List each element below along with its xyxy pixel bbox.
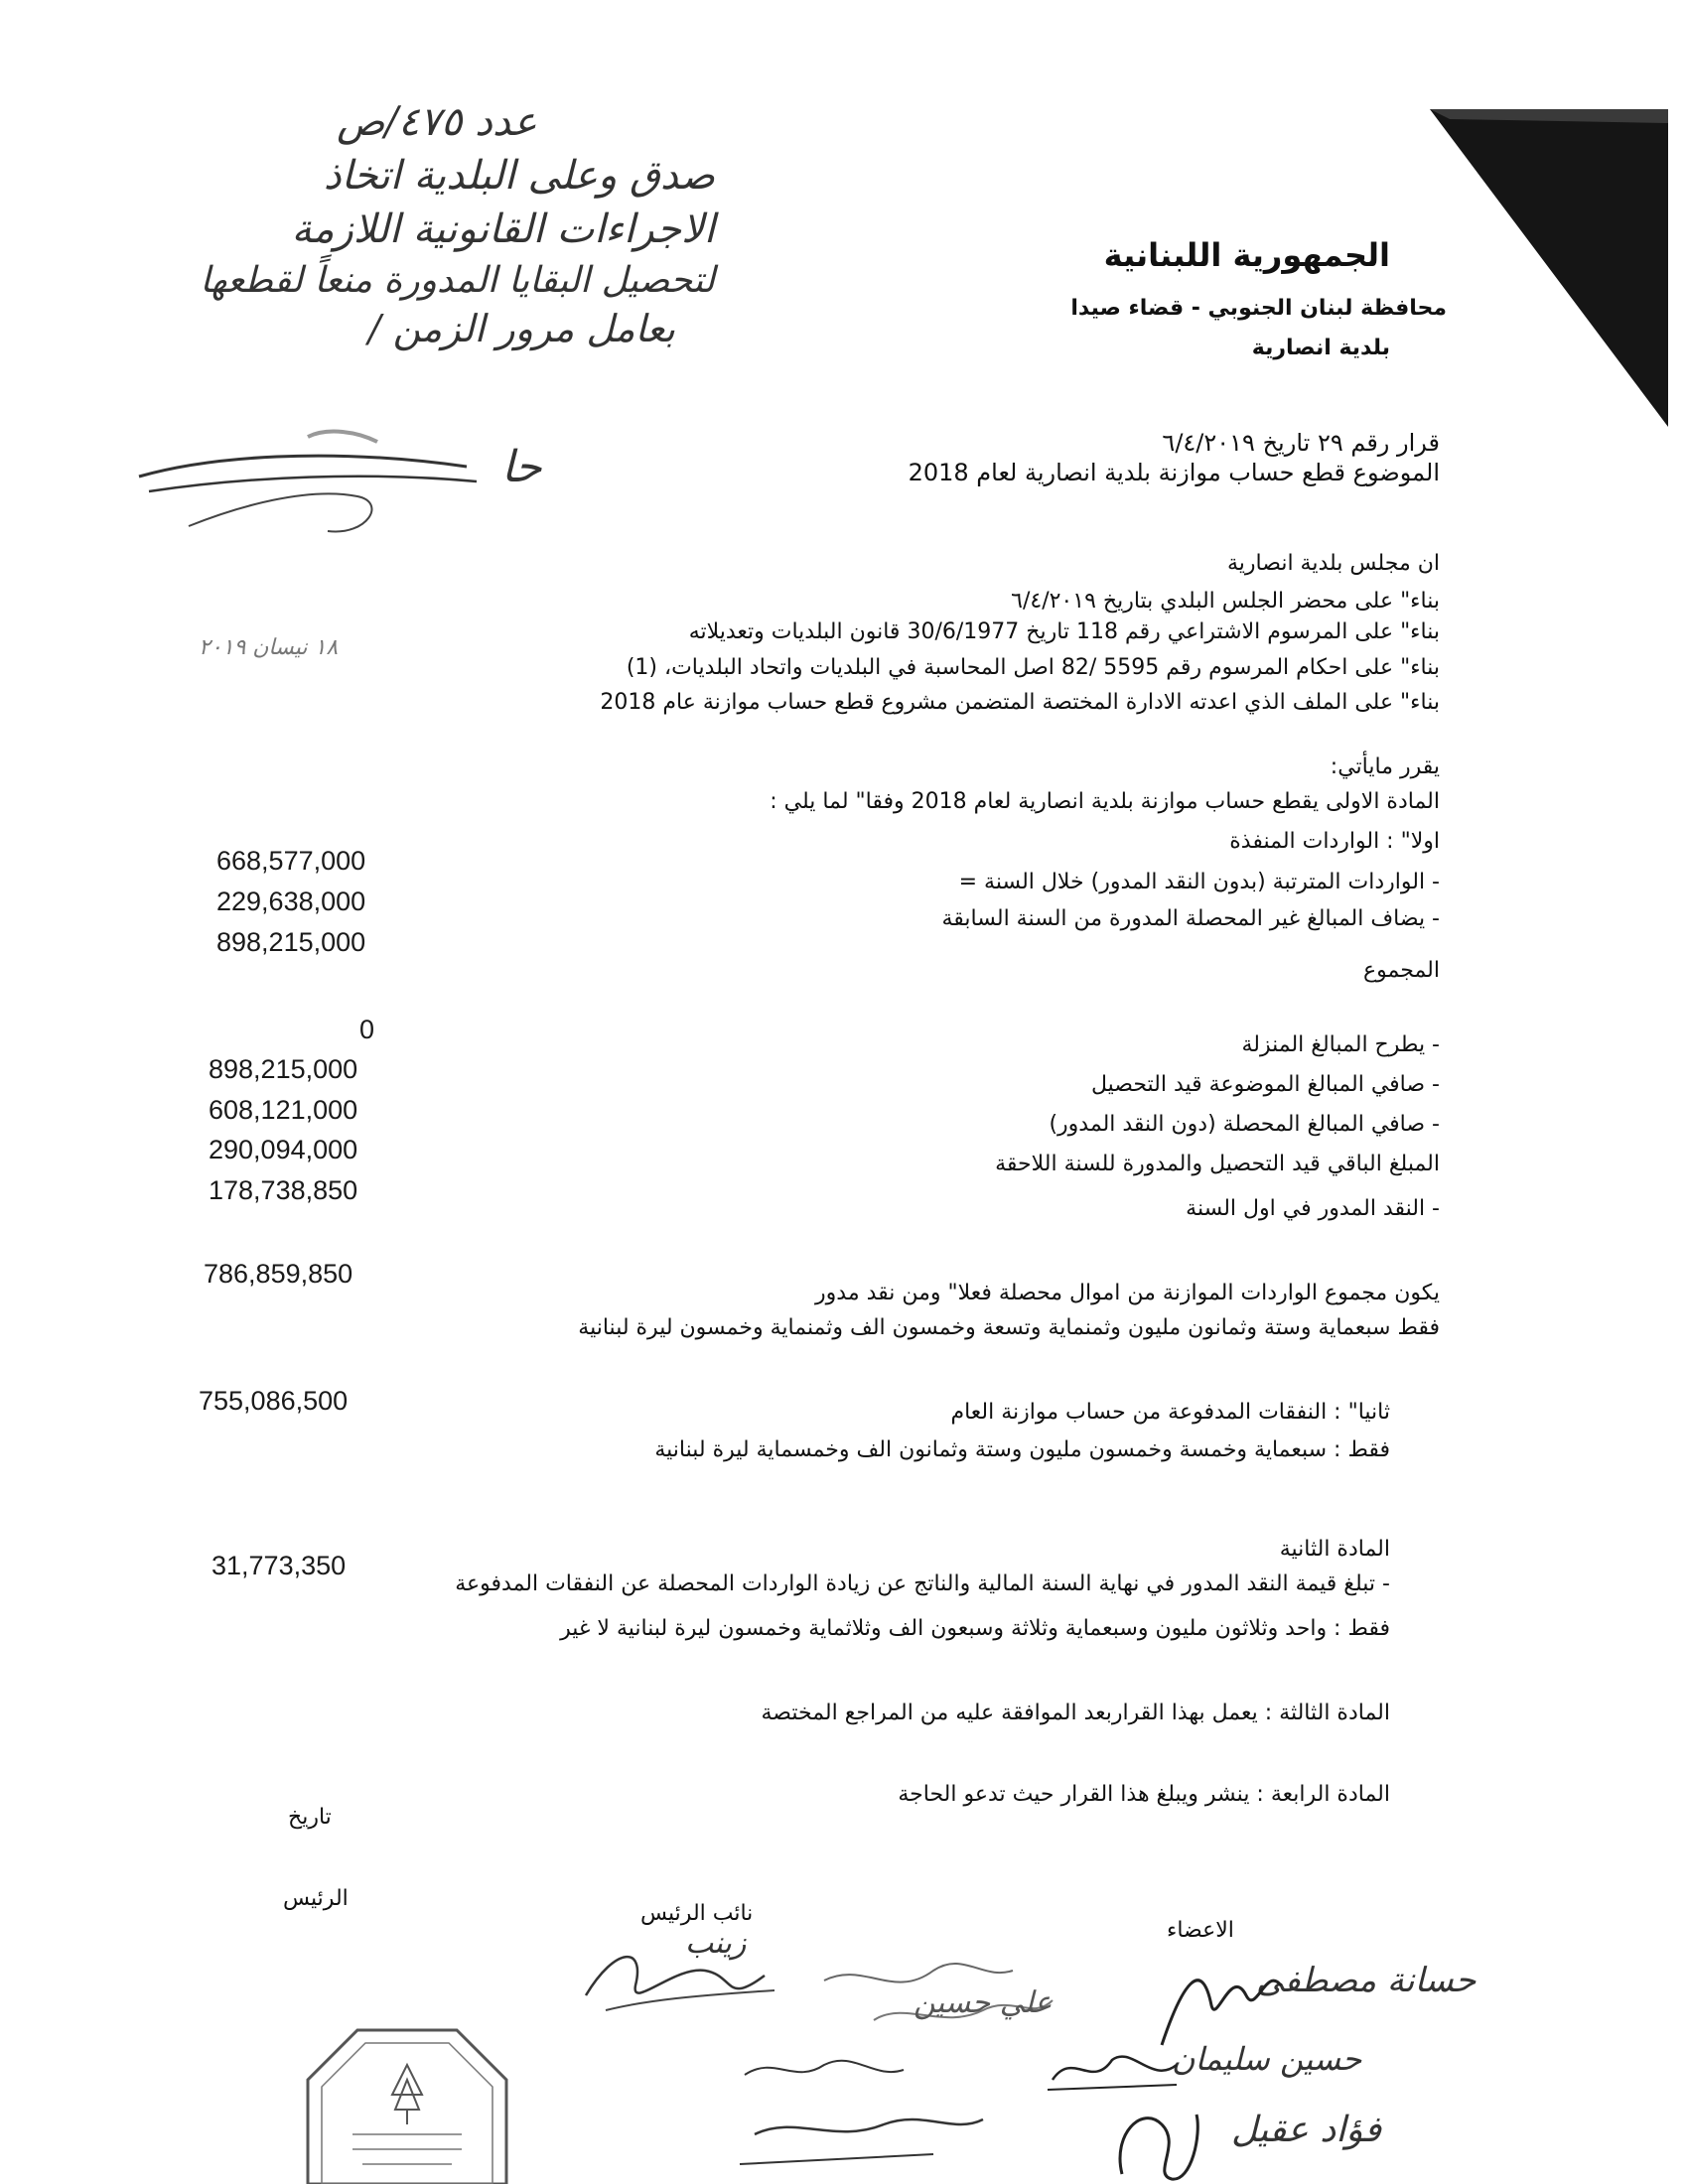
- article1-total-words: فقط سبعماية وستة وثمانون مليون وثمنماية وتسعة وخمسون الف وثمنماية وخمسون ليرة لبنانية: [578, 1315, 1440, 1340]
- member3-signature: [1102, 2095, 1211, 2184]
- member1-signature: [1152, 1946, 1291, 2055]
- article2-line-2: فقط : واحد وثلاثون مليون وسبعماية وثلاثة وسبعون الف وثلاثماية وخمسون ليرة لبنانية لا غير: [560, 1616, 1390, 1641]
- preamble-decides: يقرر مايأتي:: [1330, 754, 1440, 779]
- article1-line-b: - يضاف المبالغ غير المحصلة المدورة من السنة السابقة: [941, 906, 1440, 931]
- amount-carried-uncollected: 229,638,000: [216, 887, 366, 916]
- governorate-heading: محافظة لبنان الجنوبي - قضاء صيدا: [1070, 296, 1447, 321]
- amount-net-for-collection: 898,215,000: [209, 1054, 358, 1084]
- article4-text: المادة الرابعة : ينشر ويبلغ هذا القرار حيث تدعو الحاجة: [898, 1782, 1390, 1807]
- member2-signature-name: حسين سليمان: [1172, 2040, 1362, 2078]
- decision-number: قرار رقم ٢٩ تاريخ ٦/٤/٢٠١٩: [1162, 429, 1440, 457]
- article1-line-d: - صافي المبالغ الموضوعة قيد التحصيل: [1090, 1072, 1440, 1097]
- municipality-seal: [298, 2025, 516, 2184]
- article1-line-g: - النقد المدور في اول السنة: [1186, 1196, 1440, 1221]
- handwritten-note: [79, 99, 715, 350]
- note-line-2: صدق وعلى البلدية اتخاذ: [323, 153, 715, 199]
- lower-left-signatures: [735, 2045, 993, 2184]
- amount-total: 898,215,000: [216, 927, 366, 957]
- article1-section2-title: ثانيا" : النفقات المدفوعة من حساب موازنة العام: [950, 1400, 1390, 1425]
- article1-line-f: المبلغ الباقي قيد التحصيل والمدورة للسنة اللاحقة: [995, 1152, 1440, 1176]
- article1-section2-words: فقط : سبعماية وخمسة وخمسون مليون وستة وثمانون الف وخمسماية ليرة لبنانية: [654, 1437, 1390, 1462]
- article1-total-text: يكون مجموع الواردات الموازنة من اموال محصلة فعلا" ومن نقد مدور: [815, 1281, 1440, 1305]
- amount-closing-cash: 31,773,350: [211, 1551, 347, 1580]
- amount-deducted: 0: [359, 1015, 375, 1044]
- vp-signature: [576, 1926, 794, 2025]
- decision-subject: الموضوع قطع حساب موازنة بلدية انصارية لعام 2018: [908, 459, 1440, 486]
- note-line-4: لتحصيل البقايا المدورة منعاً لقطعها: [200, 260, 715, 301]
- article1-line-total: المجموع: [1363, 958, 1440, 983]
- note-date-stamp: ١٨ نيسان ٢٠١٩: [199, 635, 339, 660]
- article2-title: المادة الثانية: [1279, 1537, 1390, 1562]
- note-initials: حا: [501, 442, 542, 492]
- date-label: تاريخ: [288, 1805, 332, 1830]
- article1-section-title: اولا" : الواردات المنفذة: [1229, 829, 1440, 854]
- municipality-heading: بلدية انصارية: [1251, 336, 1390, 360]
- note-signature: [129, 417, 487, 556]
- member3-signature-name: فؤاد عقيل: [1231, 2110, 1382, 2150]
- note-line-3: الاجراءات القانونية اللازمة: [291, 206, 715, 252]
- article1-line-e: - صافي المبالغ المحصلة (دون النقد المدور): [1049, 1112, 1440, 1137]
- amount-remaining: 290,094,000: [209, 1135, 358, 1164]
- corner-shadow: [1430, 109, 1668, 427]
- article1-intro: المادة الاولى يقطع حساب موازنة بلدية انصارية لعام 2018 وفقا" لما يلي :: [770, 789, 1440, 814]
- preamble-basis-2: بناء" على المرسوم الاشتراعي رقم 118 تاريخ 30/6/1977 قانون البلديات وتعديلاته: [688, 619, 1440, 644]
- note-line-5: بعامل مرور الزمن /: [367, 307, 675, 350]
- preamble-basis-3: بناء" على احكام المرسوم رقم 5595 /82 اصل المحاسبة في البلديات واتحاد البلديات، (1): [626, 655, 1440, 680]
- member4-signature-name: علي حسين: [914, 1985, 1053, 2020]
- president-label: الرئيس: [283, 1886, 349, 1911]
- members-label: الاعضاء: [1167, 1918, 1234, 1943]
- article3-text: المادة الثالثة : يعمل بهذا القراربعد الموافقة عليه من المراجع المختصة: [761, 1701, 1390, 1725]
- amount-opening-cash: 178,738,850: [209, 1175, 358, 1205]
- article1-line-a: - الواردات المترتبة (بدون النقد المدور) خلال السنة =: [958, 870, 1440, 894]
- amount-revenues-due: 668,577,000: [216, 846, 366, 876]
- member2-signature: [1043, 2040, 1182, 2100]
- amount-net-collected: 608,121,000: [209, 1095, 358, 1125]
- amount-expenditures: 755,086,500: [199, 1386, 349, 1416]
- vp-signature-name: زينب: [685, 1926, 747, 1961]
- article2-line-1: - تبلغ قيمة النقد المدور في نهاية السنة المالية والناتج عن زيادة الواردات المحصلة عن النفقات المدفوعة: [455, 1571, 1390, 1596]
- amount-total-revenues: 786,859,850: [204, 1259, 353, 1289]
- preamble-basis-4: بناء" على الملف الذي اعدته الادارة المختصة المتضمن مشروع قطع حساب موازنة عام 2018: [600, 690, 1440, 715]
- vice-president-label: نائب الرئيس: [640, 1901, 754, 1926]
- note-line-1: عدد ٤٧٥/ص: [337, 99, 537, 145]
- preamble-basis-1: بناء" على محضر الجلس البلدي بتاريخ ٦/٤/٢٠١٩: [1011, 589, 1440, 614]
- article1-line-c: - يطرح المبالغ المنزلة: [1241, 1032, 1440, 1057]
- member1-signature-name: حسانة مصطفى: [1256, 1961, 1477, 2000]
- republic-heading: الجمهورية اللبنانية: [1103, 236, 1390, 274]
- preamble-council: ان مجلس بلدية انصارية: [1227, 551, 1440, 576]
